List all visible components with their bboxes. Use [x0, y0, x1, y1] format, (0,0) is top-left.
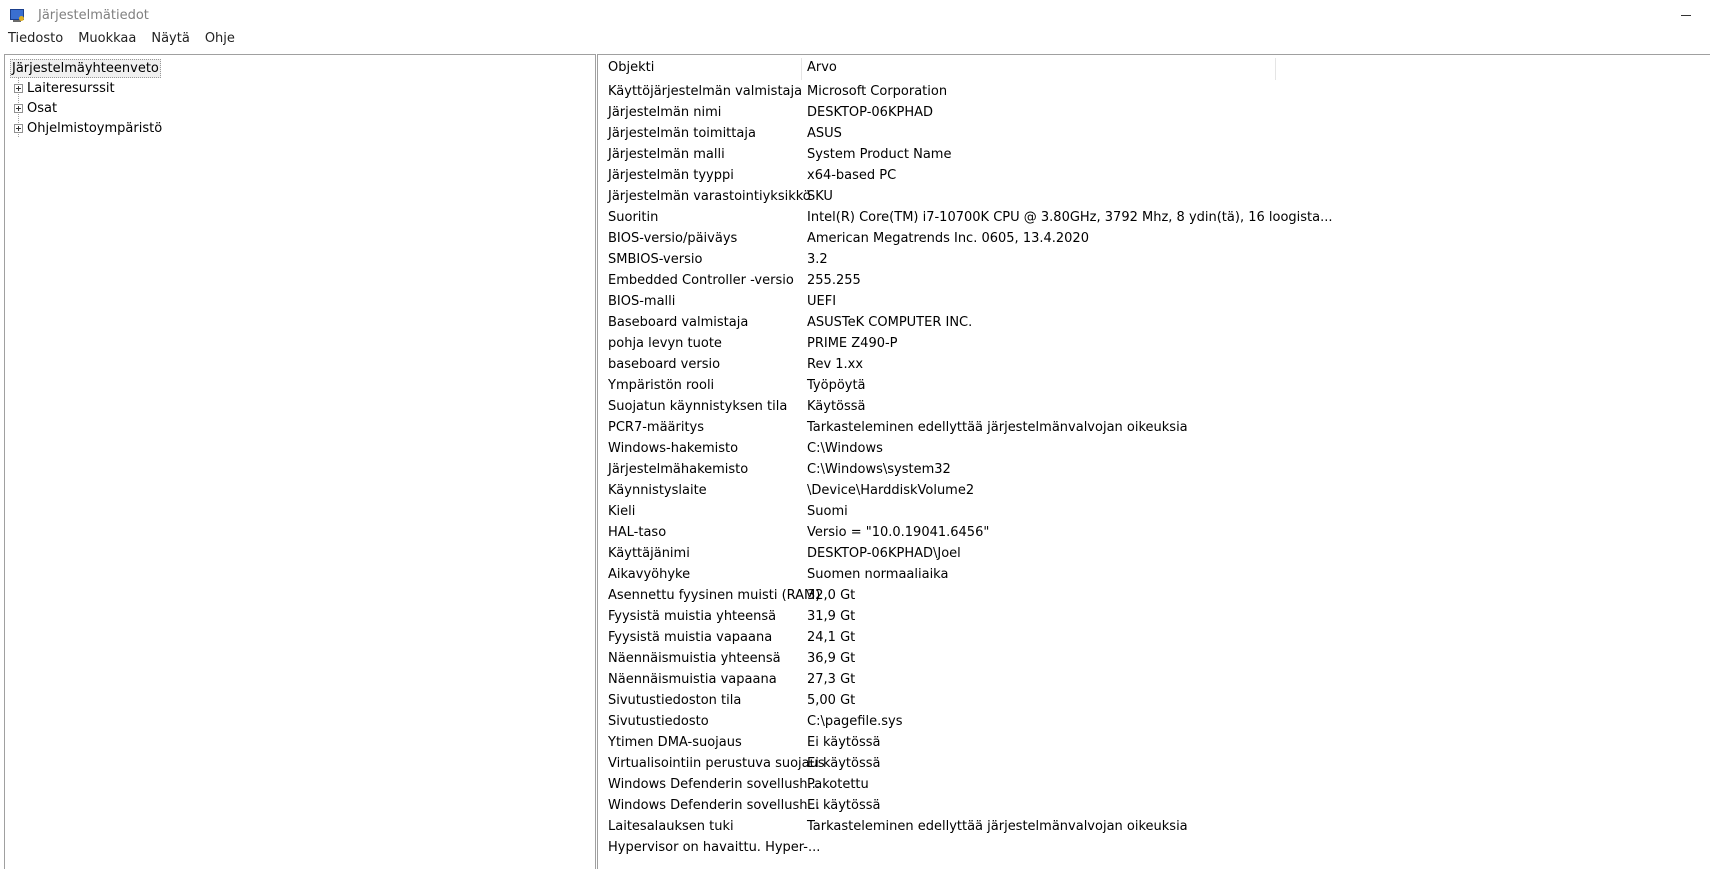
item-value-cell: UEFI: [807, 294, 837, 309]
item-name-cell: Fyysistä muistia yhteensä: [608, 609, 777, 624]
list-item[interactable]: [598, 249, 1710, 270]
expand-icon[interactable]: [14, 124, 23, 133]
item-name-cell: Näennäismuistia vapaana: [608, 672, 777, 687]
tree-item-software-environment[interactable]: [14, 119, 162, 137]
item-name-cell: Windows-hakemisto: [608, 441, 739, 456]
menu-file[interactable]: Tiedosto: [8, 31, 64, 46]
menu-bar: [0, 29, 1709, 49]
item-name-cell: BIOS-malli: [608, 294, 676, 309]
menu-help[interactable]: Ohje: [204, 31, 235, 46]
item-name-cell: Windows Defenderin sovellush...: [608, 777, 820, 792]
list-item[interactable]: [598, 501, 1710, 522]
item-value-cell: 36,9 Gt: [807, 651, 856, 666]
category-tree: [4, 54, 596, 869]
item-name-cell: HAL-taso: [608, 525, 667, 540]
item-value-cell: 27,3 Gt: [807, 672, 856, 687]
item-value-cell: Tarkasteleminen edellyttää järjestelmänvalvojan oikeuksia: [807, 819, 1188, 834]
list-item[interactable]: [598, 690, 1710, 711]
list-item[interactable]: [598, 795, 1710, 816]
item-value-cell: System Product Name: [807, 147, 952, 162]
tree-item-label: Ohjelmistoympäristö: [27, 120, 163, 136]
list-item[interactable]: [598, 207, 1710, 228]
tree-item-hardware-resources[interactable]: [14, 79, 115, 97]
item-name-cell: Suoritin: [608, 210, 659, 225]
item-value-cell: Suomen normaaliaika: [807, 567, 949, 582]
item-name-cell: BIOS-versio/päiväys: [608, 231, 738, 246]
tree-item-label: Osat: [27, 100, 58, 116]
item-name-cell: Embedded Controller -versio: [608, 273, 794, 288]
item-name-cell: SMBIOS-versio: [608, 252, 703, 267]
item-value-cell: [807, 837, 1274, 858]
minimize-icon: [1681, 15, 1691, 16]
expand-icon[interactable]: [14, 104, 23, 113]
item-value-cell: ASUS: [807, 126, 842, 141]
item-value-cell: 32,0 Gt: [807, 588, 856, 603]
list-item[interactable]: [598, 711, 1710, 732]
item-name-cell: Asennettu fyysinen muisti (RAM): [608, 588, 821, 603]
column-divider[interactable]: [801, 58, 802, 80]
item-value-cell: Ei käytössä: [807, 735, 881, 750]
item-name-cell: Laitesalauksen tuki: [608, 819, 734, 834]
item-name-cell: Käyttäjänimi: [608, 546, 690, 561]
item-name-cell: Ympäristön rooli: [608, 378, 715, 393]
tree-item-system-summary[interactable]: Järjestelmäyhteenveto: [12, 61, 159, 76]
item-value-cell: 255.255: [807, 273, 861, 288]
list-item[interactable]: [598, 732, 1710, 753]
list-item[interactable]: [598, 585, 1710, 606]
item-value-cell: Intel(R) Core(TM) i7-10700K CPU @ 3.80GHz, 3792 Mhz, 8 ydin(tä), 16 loogista...: [807, 210, 1333, 225]
item-name-cell: Käyttöjärjestelmän valmistaja: [608, 84, 803, 99]
item-name-cell: Suojatun käynnistyksen tila: [608, 399, 788, 414]
tree-item-components[interactable]: [14, 99, 57, 117]
item-value-cell: Käytössä: [807, 399, 866, 414]
item-value-cell: American Megatrends Inc. 0605, 13.4.2020: [807, 231, 1089, 246]
list-item[interactable]: [598, 480, 1710, 501]
item-name-cell: Sivutustiedosto: [608, 714, 709, 729]
expand-icon[interactable]: [14, 84, 23, 93]
item-value-cell: Ei käytössä: [807, 798, 881, 813]
list-item[interactable]: [598, 186, 1710, 207]
system-info-icon: [9, 8, 25, 24]
item-value-cell: Microsoft Corporation: [807, 84, 948, 99]
list-item[interactable]: [598, 270, 1710, 291]
column-header-item[interactable]: Objekti: [608, 60, 655, 75]
item-name-cell: Järjestelmän tyyppi: [608, 168, 734, 183]
list-item[interactable]: [598, 144, 1710, 165]
item-name-cell: Fyysistä muistia vapaana: [608, 630, 773, 645]
list-item[interactable]: [598, 417, 1710, 438]
item-name-cell: Baseboard valmistaja: [608, 315, 749, 330]
title-bar: [0, 0, 1709, 31]
list-item[interactable]: [598, 564, 1710, 585]
item-name-cell: Näennäismuistia yhteensä: [608, 651, 781, 666]
list-item[interactable]: [598, 606, 1710, 627]
item-name-cell: Järjestelmän toimittaja: [608, 126, 756, 141]
item-value-cell: 3.2: [807, 252, 828, 267]
list-item[interactable]: [598, 648, 1710, 669]
item-value-cell: x64-based PC: [807, 168, 897, 183]
list-item[interactable]: [598, 102, 1710, 123]
item-value-cell: 31,9 Gt: [807, 609, 856, 624]
item-value-cell: DESKTOP-06KPHAD: [807, 105, 933, 120]
list-item[interactable]: [598, 123, 1710, 144]
list-item[interactable]: [598, 669, 1710, 690]
tree-item-label: Laiteresurssit: [27, 80, 115, 96]
list-item[interactable]: [598, 291, 1710, 312]
item-name-cell: pohja levyn tuote: [608, 336, 722, 351]
menu-edit[interactable]: Muokkaa: [78, 31, 137, 46]
list-item[interactable]: [598, 312, 1710, 333]
item-value-cell: PRIME Z490-P: [807, 336, 898, 351]
item-name-cell: Ytimen DMA-suojaus: [608, 735, 742, 750]
list-item[interactable]: [598, 354, 1710, 375]
item-name-cell: Käynnistyslaite: [608, 483, 707, 498]
item-value-cell: Työpöytä: [807, 378, 866, 393]
details-list: [597, 54, 1710, 869]
item-value-cell: 24,1 Gt: [807, 630, 856, 645]
item-name-cell: Windows Defenderin sovellush...: [608, 798, 820, 813]
item-name-cell: Hypervisor on havaittu. Hyper-...: [608, 840, 821, 855]
list-rows: [598, 81, 1710, 858]
list-item[interactable]: [598, 228, 1710, 249]
item-name-cell: Järjestelmän malli: [608, 147, 725, 162]
list-item[interactable]: [598, 375, 1710, 396]
item-name-cell: Järjestelmähakemisto: [608, 462, 749, 477]
item-name-cell: Sivutustiedoston tila: [608, 693, 742, 708]
item-value-cell: C:\Windows: [807, 441, 883, 456]
list-header: [598, 55, 1710, 81]
item-value-cell: DESKTOP-06KPHAD\Joel: [807, 546, 961, 561]
item-name-cell: Järjestelmän nimi: [608, 105, 722, 120]
item-name-cell: Kieli: [608, 504, 636, 519]
item-name-cell: Järjestelmän varastointiyksikkö: [608, 189, 811, 204]
item-value-cell: SKU: [807, 189, 833, 204]
list-item[interactable]: [598, 81, 1710, 102]
menu-view[interactable]: Näytä: [151, 31, 190, 46]
item-value-cell: ASUSTeK COMPUTER INC.: [807, 315, 973, 330]
list-item[interactable]: [598, 165, 1710, 186]
column-divider[interactable]: [1275, 58, 1276, 80]
item-name-cell: Aikavyöhyke: [608, 567, 691, 582]
item-value-cell: Versio = "10.0.19041.6456": [807, 525, 990, 540]
item-value-cell: C:\pagefile.sys: [807, 714, 903, 729]
list-item[interactable]: [598, 837, 1710, 858]
list-item[interactable]: [598, 522, 1710, 543]
item-value-cell: 5,00 Gt: [807, 693, 856, 708]
item-value-cell: Pakotettu: [807, 777, 869, 792]
item-value-cell: Tarkasteleminen edellyttää järjestelmänvalvojan oikeuksia: [807, 420, 1188, 435]
item-value-cell: Suomi: [807, 504, 848, 519]
list-item[interactable]: [598, 753, 1710, 774]
item-name-cell: baseboard versio: [608, 357, 721, 372]
list-item[interactable]: [598, 396, 1710, 417]
list-item[interactable]: [598, 438, 1710, 459]
column-header-value[interactable]: Arvo: [807, 60, 837, 75]
list-item[interactable]: [598, 543, 1710, 564]
list-item[interactable]: [598, 774, 1710, 795]
list-item[interactable]: [598, 816, 1710, 837]
item-name-cell: PCR7-määritys: [608, 420, 705, 435]
list-item[interactable]: [598, 627, 1710, 648]
list-item[interactable]: [598, 459, 1710, 480]
minimize-button[interactable]: [1663, 0, 1709, 31]
item-name-cell: Virtualisointiin perustuva suojaus: [608, 756, 825, 771]
list-item[interactable]: [598, 333, 1710, 354]
window-title: Järjestelmätiedot: [38, 8, 149, 23]
item-value-cell: \Device\HarddiskVolume2: [807, 483, 975, 498]
item-value-cell: C:\Windows\system32: [807, 462, 951, 477]
item-value-cell: Rev 1.xx: [807, 357, 864, 372]
item-value-cell: Ei käytössä: [807, 756, 881, 771]
